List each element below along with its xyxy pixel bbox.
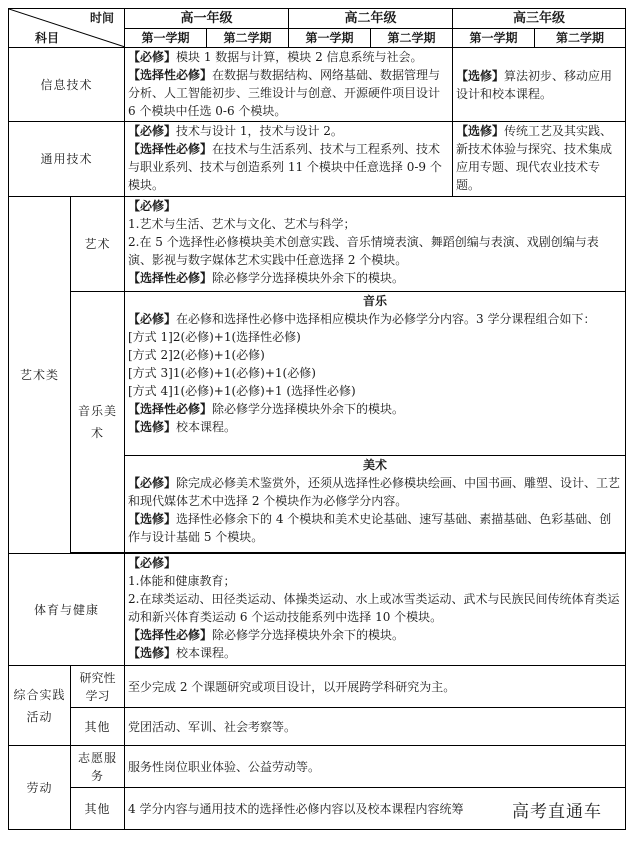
- semester-header: 第一学期: [125, 29, 207, 48]
- semester-header: 第二学期: [535, 29, 626, 48]
- subject-music-art: 音乐美术: [71, 292, 125, 553]
- watermark: 高考直通车: [510, 797, 604, 822]
- grade-3-header: 高三年级: [453, 9, 626, 29]
- volunteer-content: 服务性岗位职业体验、公益劳动等。: [125, 746, 626, 788]
- subject-info-tech: 信息技术: [9, 48, 125, 122]
- subject-labor-other: 其他: [71, 788, 125, 830]
- tag: 【必修】: [128, 476, 177, 490]
- curriculum-table: [8, 8, 626, 830]
- tag: 【选修】: [128, 646, 177, 660]
- text: 1.体能和健康教育；: [128, 574, 236, 588]
- tag: 【选修】: [128, 512, 177, 526]
- general-tech-g3-content: [453, 122, 626, 197]
- subject-art-category: 艺术类: [9, 197, 71, 554]
- text: 技术与设计 1，技术与设计 2。: [176, 124, 343, 138]
- subject-practice-other: 其他: [71, 708, 125, 746]
- header-corner: [9, 9, 125, 48]
- subject-general-tech: 通用技术: [9, 122, 125, 197]
- music-title: 音乐: [363, 294, 388, 308]
- way-item: [方式 4]1(必修)+1(必修)+1 (选择性必修): [128, 384, 356, 398]
- semester-header: 第一学期: [289, 29, 371, 48]
- tag: 【选修】: [456, 68, 505, 83]
- tag: 【必修】: [128, 50, 177, 64]
- text: 传统工艺及其实践、新技术体验与探究、技术集成应用专题、现代农业技术专题。: [456, 124, 613, 192]
- text: 2.在 5 个选择性必修模块美术创意实践、音乐情境表演、舞蹈创编与表演、戏剧创编与表演、影视与数字媒体艺术实践中任意选择 2 个模块。: [128, 235, 599, 267]
- tag: 【选择性必修】: [128, 402, 213, 416]
- header-time-label: 时间: [89, 11, 114, 25]
- text: 除必修学分选择模块外余下的模块。: [212, 402, 405, 416]
- text: 在技术与生活系列、技术与工程系列、技术与职业系列、技术与创造系列 11 个模块中任意选择 0-9 个模块。: [128, 142, 442, 192]
- text: 模块 1 数据与计算，模块 2 信息系统与社会。: [176, 50, 423, 64]
- text: 1.艺术与生活、艺术与文化、艺术与科学；: [128, 217, 356, 231]
- practice-other-content: 党团活动、军训、社会考察等。: [125, 708, 626, 746]
- text: 在数据与数据结构、网络基础、数据管理与分析、人工智能初步、三维设计与创意、开源硬件项目设计 6 个模块中任选 0-6 个模块。: [128, 68, 441, 118]
- labor-other-content: 4 学分内容与通用技术的选择性必修内容以及校本课程内容统筹: [125, 788, 626, 830]
- subject-pe-health: 体育与健康: [9, 554, 125, 666]
- tag: 【必修】: [128, 199, 177, 213]
- tag: 【选修】: [128, 420, 177, 434]
- semester-header: 第二学期: [371, 29, 453, 48]
- art-content: [125, 197, 626, 292]
- general-tech-g12-content: [125, 122, 453, 197]
- research-content: 至少完成 2 个课题研究或项目设计，以开展跨学科研究为主。: [125, 666, 626, 708]
- subject-research-study: 研究性学习: [71, 666, 125, 708]
- music-content: [125, 292, 626, 456]
- tag: 【选择性必修】: [128, 271, 213, 285]
- pe-content: [125, 554, 626, 666]
- info-tech-g3-content: [453, 48, 626, 122]
- tag: 【选择性必修】: [128, 628, 213, 642]
- way-item: [方式 1]2(必修)+1(选择性必修): [128, 330, 301, 344]
- text: 除必修学分选择模块外余下的模块。: [212, 628, 405, 642]
- info-tech-g12-content: [125, 48, 453, 122]
- subject-labor: 劳动: [9, 746, 71, 830]
- text: 2.在球类运动、田径类运动、体操类运动、水上或冰雪类运动、武术与民族民间传统体育类运动和新兴体育类运动 6 个运动技能系列中选择 10 个模块。: [128, 592, 620, 624]
- grade-1-header: 高一年级: [125, 9, 289, 29]
- text: 除完成必修美术鉴赏外，还须从选择性必修模块绘画、中国书画、雕塑、设计、工艺和现代媒体艺术中选择 2 个模块作为必修学分内容。: [128, 476, 621, 508]
- text: 校本课程。: [176, 420, 237, 434]
- header-subject-label: 科目: [35, 31, 60, 45]
- tag: 【选择性必修】: [128, 68, 213, 82]
- way-item: [方式 3]1(必修)+1(必修)+1(必修): [128, 366, 316, 380]
- text: 除必修学分选择模块外余下的模块。: [212, 271, 405, 285]
- tag: 【选修】: [456, 124, 505, 138]
- way-item: [方式 2]2(必修)+1(必修): [128, 348, 265, 362]
- subject-art: 艺术: [71, 197, 125, 292]
- semester-header: 第一学期: [453, 29, 535, 48]
- fine-art-title: 美术: [363, 458, 388, 472]
- subject-practice: 综合实践活动: [9, 666, 71, 746]
- tag: 【必修】: [128, 556, 177, 570]
- text: 选择性必修余下的 4 个模块和美术史论基础、速写基础、素描基础、色彩基础、创作与设计基础 5 个模块。: [128, 512, 612, 544]
- fine-art-content: [125, 456, 626, 553]
- subject-volunteer: 志愿服务: [71, 746, 125, 788]
- tag: 【选择性必修】: [128, 142, 213, 156]
- text: 算法初步、移动应用设计和校本课程。: [456, 68, 613, 101]
- semester-header: 第二学期: [207, 29, 289, 48]
- text: 在必修和选择性必修中选择相应模块作为必修学分内容。3 学分课程组合如下：: [176, 312, 596, 326]
- text: 校本课程。: [176, 646, 237, 660]
- tag: 【必修】: [128, 124, 177, 138]
- grade-2-header: 高二年级: [289, 9, 453, 29]
- tag: 【必修】: [128, 312, 177, 326]
